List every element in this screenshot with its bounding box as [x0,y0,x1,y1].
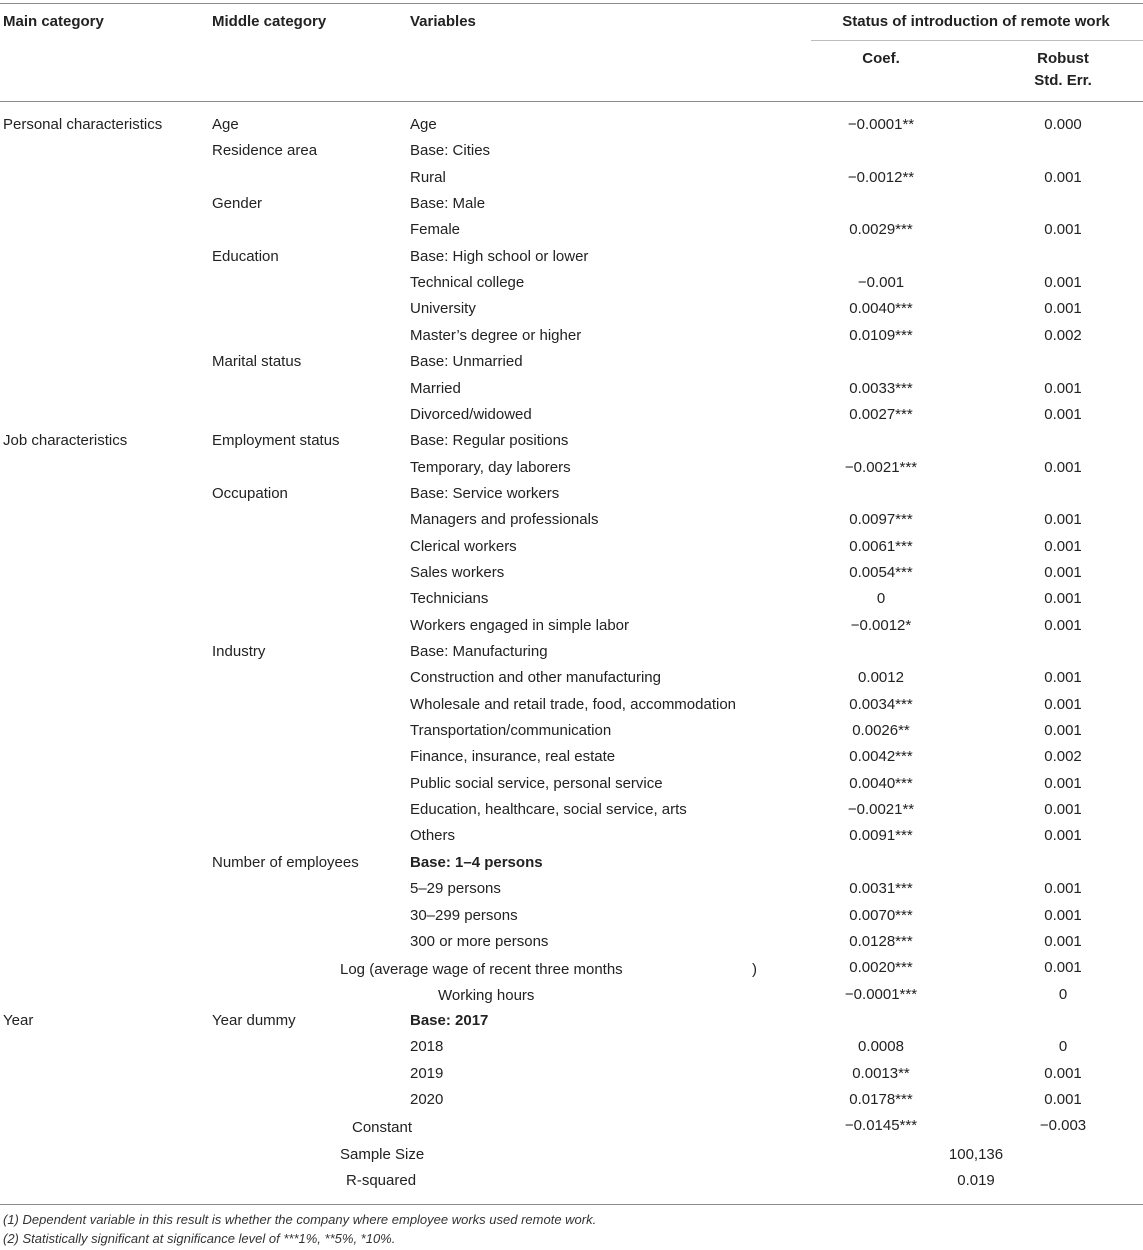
cell-coef: 0.0109*** [849,327,913,344]
cell-std-err: 0.001 [1044,564,1082,581]
cell-variable: Wholesale and retail trade, food, accommodation [410,696,737,713]
cell-std-err: −0.003 [1039,1117,1087,1134]
cell-std-err: 0.001 [1044,380,1082,397]
cell-coef: 0.0061*** [849,538,913,555]
cell-coef: 0.0091*** [849,827,913,844]
cell-coef: 0.0029*** [849,221,913,238]
cell-coef: 0.0020*** [849,959,913,976]
cell-main-category: Job characteristics [3,432,128,449]
cell-variable: 2018 [410,1038,444,1055]
cell-coef: −0.0021** [847,801,915,818]
cell-variable: Divorced/widowed [410,406,532,423]
table-top-rule [0,3,1143,4]
header-robust: Robust [1037,50,1089,67]
cell-coef: 0.0031*** [849,880,913,897]
cell-std-err: 0.001 [1044,511,1082,528]
log-wage-label: Log (average wage of recent three months [340,961,623,978]
sample-size-label: Sample Size [340,1146,425,1163]
cell-std-err: 0.001 [1044,538,1082,555]
cell-variable: Managers and professionals [410,511,599,528]
cell-variable: 2020 [410,1091,444,1108]
cell-coef: −0.001 [857,274,905,291]
cell-std-err: 0.000 [1044,116,1082,133]
cell-variable: Base: Cities [410,142,491,159]
cell-variable: Age [410,116,437,133]
cell-std-err: 0.001 [1044,459,1082,476]
cell-coef: −0.0012** [847,169,915,186]
header-std-err: Std. Err. [1034,72,1092,89]
footnote-1: (1) Dependent variable in this result is whether the company where employee works used remote work. [3,1212,597,1227]
cell-std-err: 0.001 [1044,801,1082,818]
cell-middle-category: Age [212,116,239,133]
cell-coef: 0.0178*** [849,1091,913,1108]
cell-std-err: 0.001 [1044,907,1082,924]
cell-variable: Education, healthcare, social service, arts [410,801,687,818]
status-header-rule [811,40,1143,41]
cell-std-err: 0.001 [1044,1065,1082,1082]
cell-variable: Others [410,827,456,844]
constant-label: Constant [352,1119,413,1136]
cell-std-err: 0.001 [1044,696,1082,713]
header-coef: Coef. [862,50,900,67]
cell-coef: 0.0033*** [849,380,913,397]
cell-variable: Base: Manufacturing [410,643,548,660]
cell-coef: 0.0013** [852,1065,910,1082]
cell-std-err: 0 [1058,1038,1068,1055]
cell-variable: Base: Unmarried [410,353,523,370]
cell-coef: 0.0054*** [849,564,913,581]
cell-std-err: 0.001 [1044,880,1082,897]
cell-std-err: 0.001 [1044,274,1082,291]
cell-std-err: 0.001 [1044,406,1082,423]
cell-middle-category: Marital status [212,353,302,370]
cell-variable: Technical college [410,274,525,291]
cell-coef: −0.0021*** [844,459,918,476]
cell-variable: Master’s degree or higher [410,327,582,344]
cell-coef: 0.0128*** [849,933,913,950]
cell-variable: Construction and other manufacturing [410,669,661,686]
cell-variable: 30–299 persons [410,907,518,924]
cell-std-err: 0.001 [1044,722,1082,739]
r-squared-label: R-squared [346,1172,417,1189]
cell-variable: Public social service, personal service [410,775,663,792]
cell-coef: 0.0034*** [849,696,913,713]
cell-coef: 0.0027*** [849,406,913,423]
cell-variable: Technicians [410,590,489,607]
sample-size-value: 100,136 [948,1146,1004,1163]
cell-std-err: 0.001 [1044,959,1082,976]
cell-std-err: 0.001 [1044,590,1082,607]
cell-variable: Married [410,380,461,397]
cell-variable: Base: Male [410,195,486,212]
cell-std-err: 0.001 [1044,617,1082,634]
working-hours-label: Working hours [438,987,535,1004]
cell-coef: 0.0008 [858,1038,904,1055]
header-middle-category: Middle category [212,13,327,30]
cell-std-err: 0.001 [1044,775,1082,792]
cell-variable: 300 or more persons [410,933,549,950]
cell-coef: 0.0070*** [849,907,913,924]
cell-variable: Base: Regular positions [410,432,569,449]
cell-coef: 0.0040*** [849,300,913,317]
cell-middle-category: Number of employees [212,854,359,871]
cell-std-err: 0.001 [1044,221,1082,238]
header-main-category: Main category [3,13,104,30]
header-bottom-rule [0,101,1143,102]
cell-std-err: 0.002 [1044,327,1082,344]
cell-variable: Base: 1–4 persons [410,854,543,871]
header-variables: Variables [410,13,476,30]
cell-std-err: 0.001 [1044,1091,1082,1108]
cell-middle-category: Residence area [212,142,318,159]
cell-middle-category: Occupation [212,485,288,502]
cell-variable: Sales workers [410,564,505,581]
footnote-2: (2) Statistically significant at significance level of ***1%, **5%, *10%. [3,1231,396,1246]
cell-variable: Base: 2017 [410,1012,489,1029]
cell-middle-category: Education [212,248,279,265]
cell-variable: Transportation/communication [410,722,612,739]
cell-variable: Temporary, day laborers [410,459,571,476]
log-wage-close-paren: ) [752,961,757,978]
cell-coef: −0.0001*** [844,986,918,1003]
cell-variable: University [410,300,476,317]
cell-std-err: 0.002 [1044,748,1082,765]
cell-coef: 0.0042*** [849,748,913,765]
cell-main-category: Personal characteristics [3,116,163,133]
cell-variable: Rural [410,169,446,186]
cell-middle-category: Industry [212,643,266,660]
cell-coef: 0.0097*** [849,511,913,528]
cell-variable: Female [410,221,461,238]
cell-main-category: Year [3,1012,34,1029]
cell-coef: 0.0026** [852,722,910,739]
cell-std-err: 0.001 [1044,827,1082,844]
cell-variable: Clerical workers [410,538,517,555]
cell-std-err: 0.001 [1044,933,1082,950]
header-status: Status of introduction of remote work [842,13,1110,30]
cell-coef: −0.0012* [850,617,912,634]
cell-std-err: 0 [1058,986,1068,1003]
cell-std-err: 0.001 [1044,300,1082,317]
cell-coef: −0.0145*** [844,1117,918,1134]
cell-coef: 0 [876,590,886,607]
cell-variable: Finance, insurance, real estate [410,748,616,765]
cell-coef: −0.0001** [847,116,915,133]
cell-variable: 5–29 persons [410,880,501,897]
cell-middle-category: Year dummy [212,1012,296,1029]
cell-variable: 2019 [410,1065,444,1082]
cell-variable: Workers engaged in simple labor [410,617,630,634]
cell-variable: Base: High school or lower [410,248,589,265]
cell-middle-category: Gender [212,195,263,212]
cell-coef: 0.0040*** [849,775,913,792]
cell-middle-category: Employment status [212,432,340,449]
cell-std-err: 0.001 [1044,169,1082,186]
cell-std-err: 0.001 [1044,669,1082,686]
table-bottom-rule [0,1204,1143,1205]
r-squared-value: 0.019 [957,1172,995,1189]
cell-coef: 0.0012 [858,669,904,686]
cell-variable: Base: Service workers [410,485,560,502]
